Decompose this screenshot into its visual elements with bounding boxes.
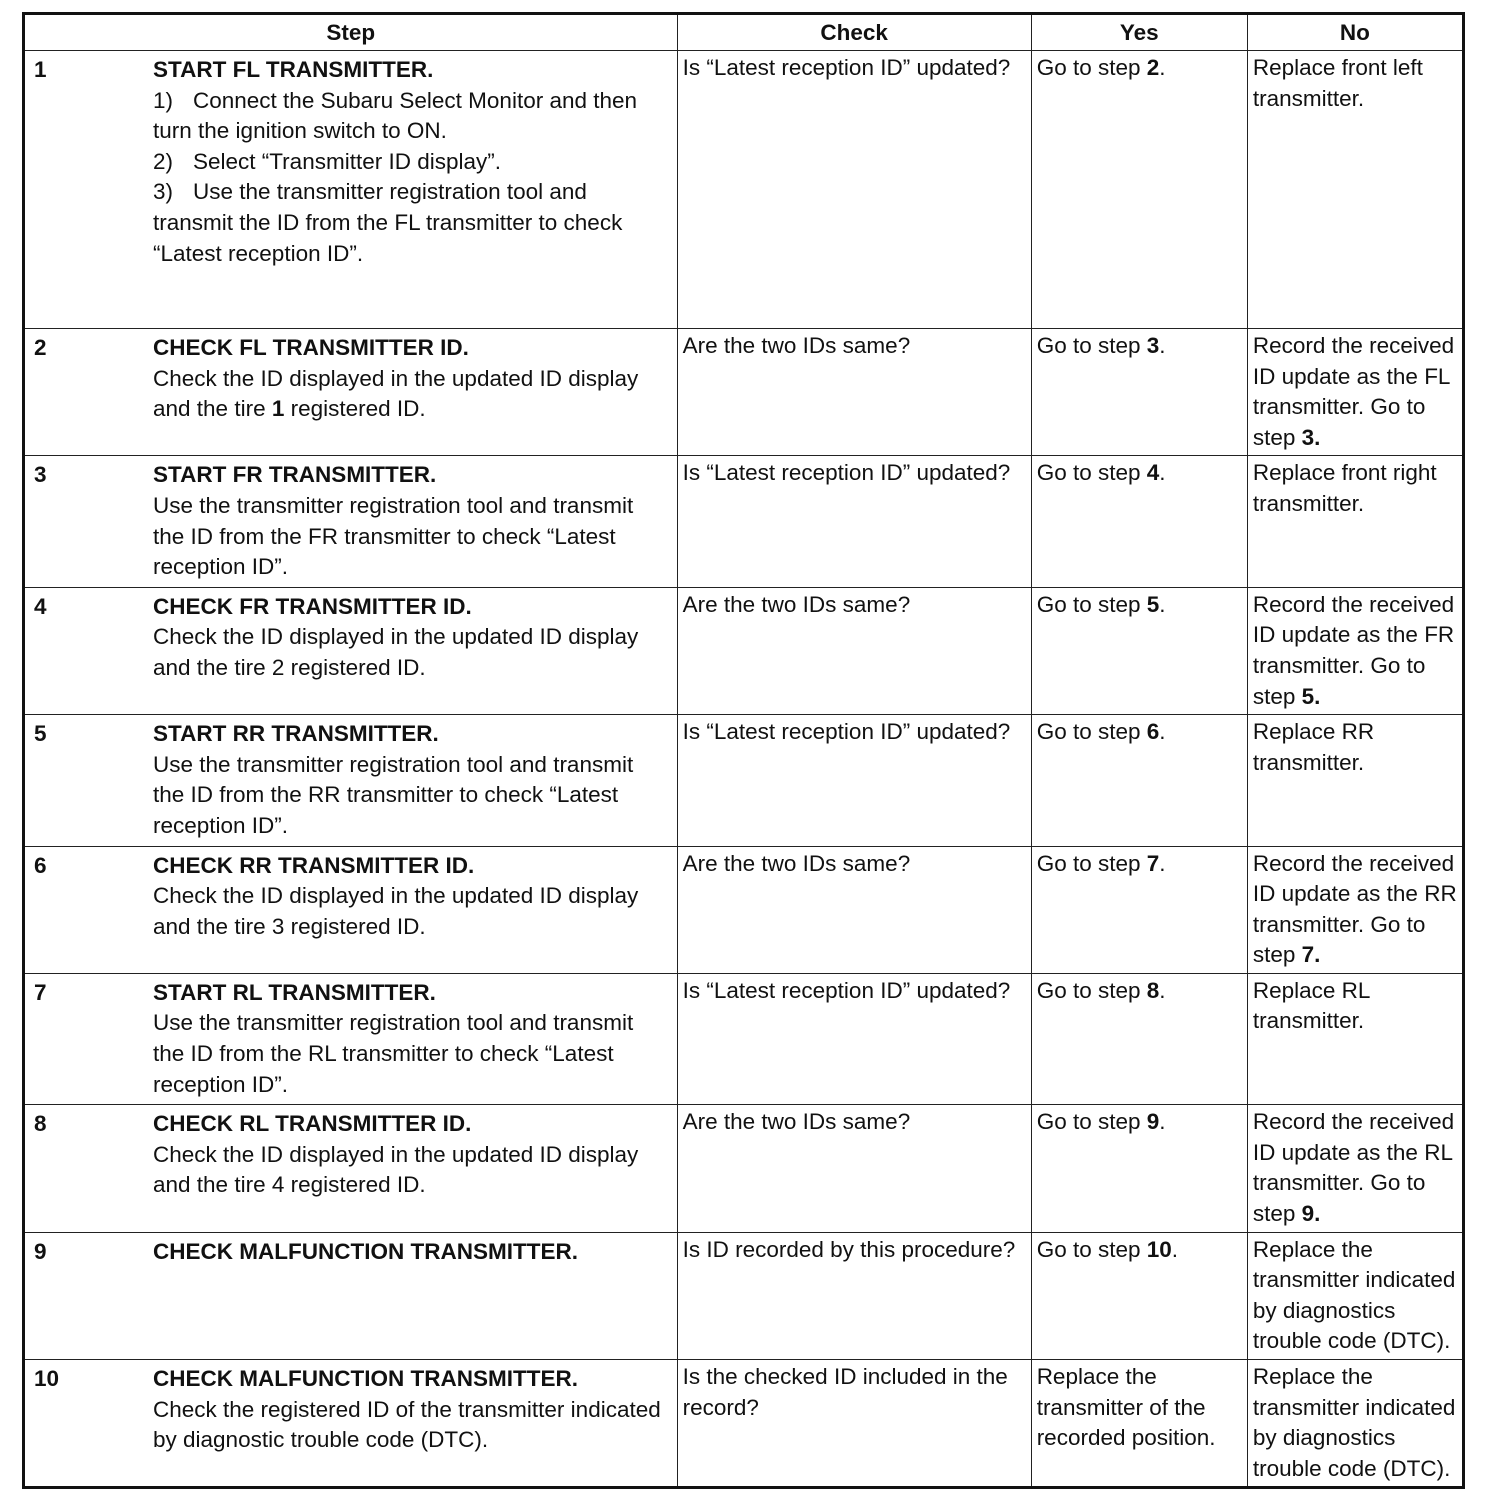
substep-text: Connect the Subaru Select Monitor and then turn the ignition switch to ON.	[153, 87, 638, 144]
step-number: 6	[34, 852, 47, 878]
no-text: Record the received ID update as the FR transmitter. Go to step	[1252, 591, 1455, 709]
yes-text: Replace the transmitter of the recorded position.	[1036, 1364, 1216, 1451]
no-cell	[1247, 456, 1463, 587]
yes-step-ref: 10	[1146, 1236, 1172, 1262]
step-cell	[24, 715, 678, 846]
yes-step-ref: 6	[1146, 719, 1160, 745]
step-cell	[24, 329, 678, 456]
no-cell	[1247, 973, 1463, 1104]
substep	[153, 177, 667, 269]
step-title: CHECK FR TRANSMITTER ID.	[153, 593, 472, 619]
no-cell	[1247, 51, 1463, 329]
step-number: 9	[34, 1238, 47, 1264]
step-cell	[24, 587, 678, 714]
no-cell	[1247, 1232, 1463, 1359]
yes-step-ref: 8	[1146, 977, 1160, 1003]
step-description-text-end: registered ID.	[284, 396, 426, 422]
yes-step-ref: 2	[1146, 55, 1160, 80]
table-row	[24, 973, 1464, 1104]
table-row	[24, 51, 1464, 329]
step-description: Check the ID displayed in the updated ID display and the tire 2 registered ID.	[153, 624, 639, 680]
step-description-bold: 1	[271, 396, 285, 422]
check-cell: Is “Latest reception ID” updated?	[677, 973, 1031, 1104]
header-check: Check	[677, 14, 1031, 51]
procedure-page	[22, 12, 1465, 1489]
step-number: 8	[34, 1111, 47, 1137]
header-yes: Yes	[1031, 14, 1247, 51]
yes-cell: Go to step 10.	[1031, 1232, 1247, 1359]
step-number: 4	[34, 593, 47, 619]
check-cell: Is ID recorded by this procedure?	[677, 1232, 1031, 1359]
check-cell: Is “Latest reception ID” updated?	[677, 456, 1031, 587]
table-row	[24, 715, 1464, 846]
no-text: Record the received ID update as the FL transmitter. Go to step	[1252, 333, 1455, 450]
yes-text: Go to step	[1036, 850, 1147, 876]
yes-text: Go to step	[1036, 1236, 1147, 1262]
yes-step-ref: 5	[1146, 591, 1160, 617]
table-row	[24, 1105, 1464, 1232]
step-cell	[24, 1360, 678, 1488]
step-description: Use the transmitter registration tool and transmit the ID from the FR transmitter to check “Latest reception ID”.	[153, 492, 634, 580]
header-no: No	[1247, 14, 1463, 51]
yes-cell: Go to step 8.	[1031, 973, 1247, 1104]
step-description: Check the ID displayed in the updated ID display and the tire 4 registered ID.	[153, 1141, 639, 1198]
step-number: 5	[34, 721, 47, 747]
no-text: Replace front right transmitter.	[1252, 460, 1437, 516]
table-row	[24, 1360, 1464, 1488]
yes-cell: Go to step 4.	[1031, 456, 1247, 587]
check-cell: Is “Latest reception ID” updated?	[677, 715, 1031, 846]
step-cell	[24, 51, 678, 329]
step-cell	[24, 1232, 678, 1359]
no-text: Replace RL transmitter.	[1252, 977, 1370, 1034]
no-cell: Record the received ID update as the RL transmitter. Go to step 9.	[1247, 1105, 1463, 1232]
header-row	[24, 14, 1464, 51]
step-cell	[24, 846, 678, 973]
check-cell: Are the two IDs same?	[677, 846, 1031, 973]
step-title: CHECK FL TRANSMITTER ID.	[153, 335, 469, 360]
diagnostic-procedure-table	[22, 12, 1465, 1489]
step-description: Check the registered ID of the transmitter indicated by diagnostic trouble code (DTC).	[153, 1396, 661, 1453]
step-title: CHECK MALFUNCTION TRANSMITTER.	[153, 1238, 578, 1264]
step-cell	[24, 456, 678, 587]
no-cell	[1247, 715, 1463, 846]
check-cell: Are the two IDs same?	[677, 587, 1031, 714]
yes-cell: Go to step 3.	[1031, 329, 1247, 456]
yes-step-ref: 4	[1146, 460, 1160, 486]
no-step-ref: 5	[1301, 683, 1315, 709]
step-number: 7	[34, 979, 47, 1005]
step-title: START FR TRANSMITTER.	[153, 462, 437, 488]
yes-step-ref: 3	[1146, 333, 1160, 358]
no-cell	[1247, 1360, 1463, 1488]
substep-text: Use the transmitter registration tool and transmit the ID from the FL transmitter to check “Latest reception ID”.	[153, 179, 623, 266]
substep-number: 3)	[153, 179, 174, 205]
substep-text: Select “Transmitter ID display”.	[193, 148, 501, 174]
step-number: 3	[34, 462, 47, 488]
yes-step-ref: 9	[1146, 1109, 1160, 1135]
step-title: START FL TRANSMITTER.	[153, 57, 434, 82]
no-text: Replace the transmitter indicated by diagnostics trouble code (DTC).	[1252, 1364, 1456, 1481]
step-title: CHECK RL TRANSMITTER ID.	[153, 1111, 472, 1137]
no-text: Replace RR transmitter.	[1252, 719, 1375, 775]
step-title: START RL TRANSMITTER.	[153, 979, 436, 1005]
yes-text: Go to step	[1036, 333, 1147, 358]
step-number: 2	[34, 335, 47, 360]
step-title: CHECK RR TRANSMITTER ID.	[153, 852, 475, 878]
substep	[153, 147, 667, 178]
check-cell: Is “Latest reception ID” updated?	[677, 51, 1031, 329]
yes-text: Go to step	[1036, 591, 1147, 617]
step-cell	[24, 1105, 678, 1232]
yes-cell: Go to step 9.	[1031, 1105, 1247, 1232]
substep-number: 1)	[153, 87, 174, 113]
check-cell: Are the two IDs same?	[677, 1105, 1031, 1232]
check-cell: Is the checked ID included in the record?	[677, 1360, 1031, 1488]
step-description	[153, 364, 667, 425]
yes-cell: Go to step 7.	[1031, 846, 1247, 973]
yes-cell	[1031, 1360, 1247, 1488]
step-title: START RR TRANSMITTER.	[153, 721, 439, 747]
no-cell: Record the received ID update as the FR transmitter. Go to step 5.	[1247, 587, 1463, 714]
step-description: Use the transmitter registration tool and transmit the ID from the RL transmitter to check “Latest reception ID”.	[153, 1010, 634, 1097]
step-number: 1	[34, 57, 47, 82]
header-step: Step	[24, 14, 678, 51]
yes-text: Go to step	[1036, 1109, 1147, 1135]
table-row	[24, 456, 1464, 587]
table-row	[24, 587, 1464, 714]
yes-text: Go to step	[1036, 55, 1147, 80]
step-description: Check the ID displayed in the updated ID display and the tire 3 registered ID.	[153, 883, 639, 939]
yes-text: Go to step	[1036, 460, 1147, 486]
substep-number: 2)	[153, 148, 174, 174]
yes-cell: Go to step 6.	[1031, 715, 1247, 846]
no-step-ref: 7	[1301, 942, 1315, 968]
yes-cell: Go to step 2.	[1031, 51, 1247, 329]
no-text: Record the received ID update as the RL transmitter. Go to step	[1252, 1109, 1455, 1227]
no-text: Replace the transmitter indicated by diagnostics trouble code (DTC).	[1252, 1236, 1456, 1354]
no-cell: Record the received ID update as the RR transmitter. Go to step 7.	[1247, 846, 1463, 973]
no-text: Record the received ID update as the RR transmitter. Go to step	[1252, 850, 1457, 968]
check-cell: Are the two IDs same?	[677, 329, 1031, 456]
no-step-ref: 9	[1301, 1201, 1315, 1227]
step-cell	[24, 973, 678, 1104]
step-title: CHECK MALFUNCTION TRANSMITTER.	[153, 1366, 578, 1391]
step-description-text: Check the ID displayed in the updated ID display and the tire	[153, 365, 639, 422]
table-row	[24, 1232, 1464, 1359]
substep	[153, 86, 667, 147]
table-row	[24, 329, 1464, 456]
table-row	[24, 846, 1464, 973]
yes-step-ref: 7	[1146, 850, 1160, 876]
yes-cell: Go to step 5.	[1031, 587, 1247, 714]
step-description: Use the transmitter registration tool and transmit the ID from the RR transmitter to check “Latest reception ID”.	[153, 751, 634, 838]
yes-text: Go to step	[1036, 977, 1147, 1003]
no-step-ref: 3	[1301, 424, 1315, 450]
step-number: 10	[34, 1366, 60, 1391]
yes-text: Go to step	[1036, 719, 1147, 745]
no-text: Replace front left transmitter.	[1252, 55, 1423, 111]
no-cell: Record the received ID update as the FL transmitter. Go to step 3.	[1247, 329, 1463, 456]
